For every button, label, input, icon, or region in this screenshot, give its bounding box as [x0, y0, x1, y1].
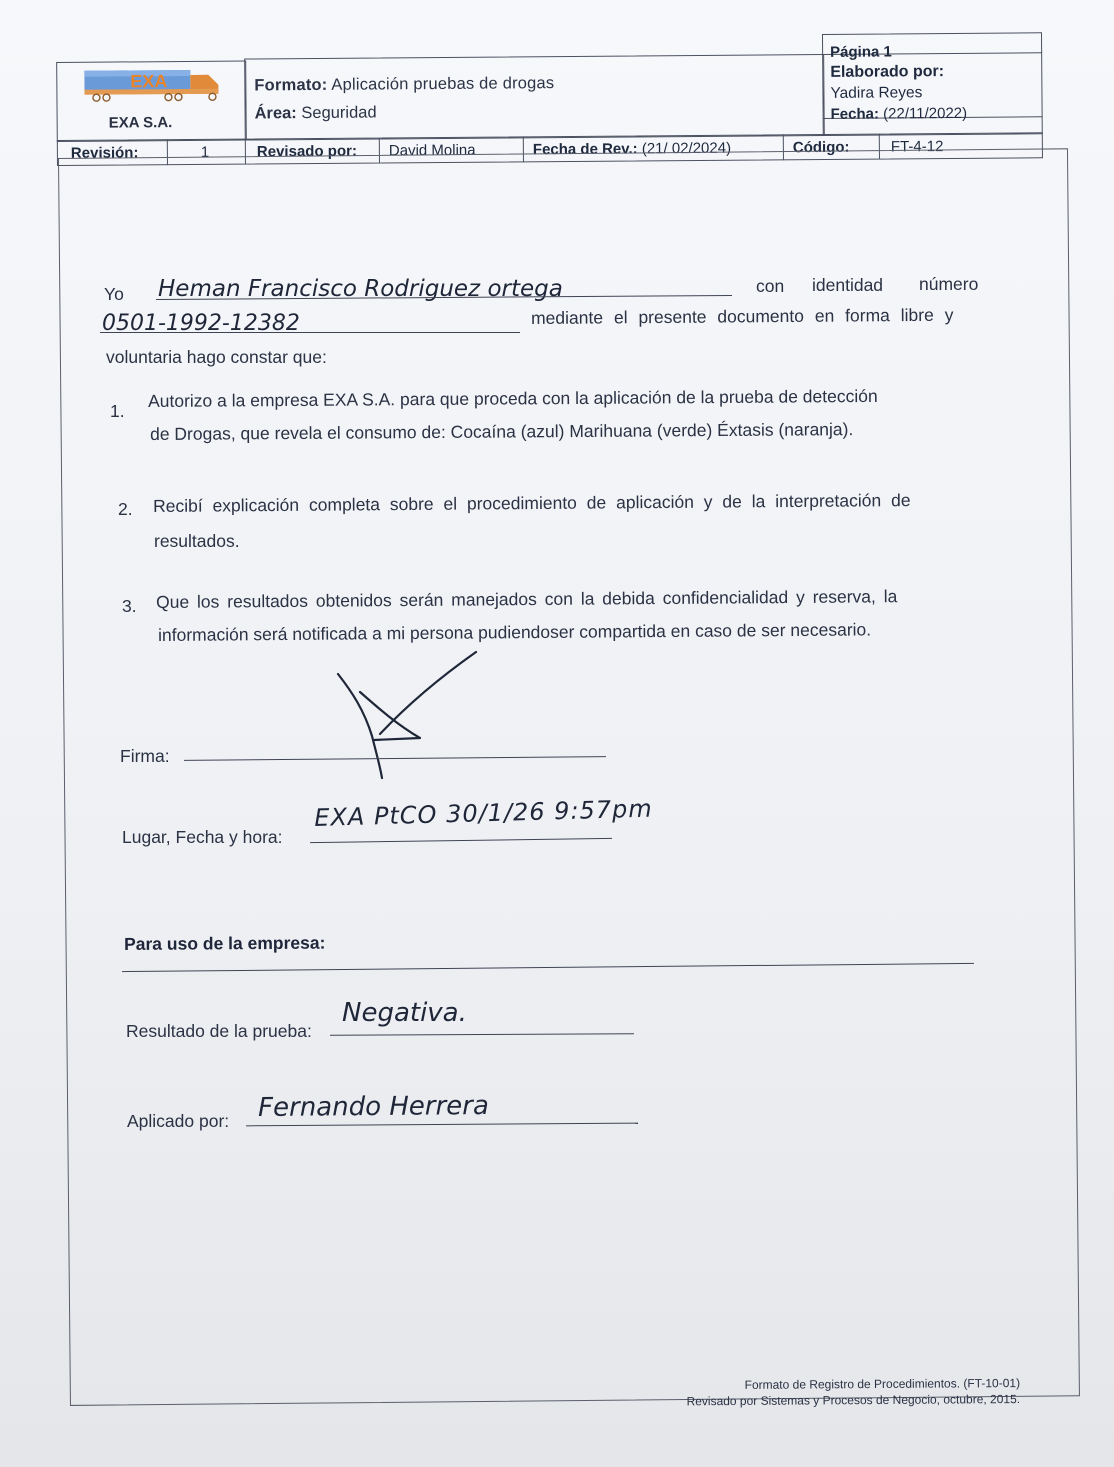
item-2-line-2: resultados.	[154, 531, 240, 551]
con-word: con	[756, 276, 785, 296]
company-use-heading: Para uso de la empresa:	[123, 932, 326, 954]
area-line: Área: Seguridad	[254, 103, 377, 123]
company-name: EXA S.A.	[108, 114, 173, 132]
identidad-word: identidad	[812, 275, 884, 295]
firma-label: Firma:	[120, 746, 170, 766]
format-line: Formato: Aplicación pruebas de drogas	[254, 74, 555, 95]
form-body-frame	[58, 148, 1080, 1406]
item-1-number: 1.	[110, 401, 125, 421]
lugar-label: Lugar, Fecha y hora:	[122, 827, 283, 847]
made-by-name: Yadira Reyes	[830, 84, 923, 102]
title-cell	[244, 54, 825, 141]
truck-logo-icon	[84, 67, 224, 108]
footer-line-2: Revisado por Sistemas y Procesos de Negocio, octubre, 2015.	[686, 1392, 1021, 1409]
logo-text: EXA	[130, 71, 168, 92]
place-date-time: EXA PtCO 30/1/26 9:57pm	[313, 794, 654, 832]
item-1-line-1: Autorizo a la empresa EXA S.A. para que proceda con la aplicación de la prueba de detección	[147, 385, 878, 411]
aplicado-label: Aplicado por:	[127, 1111, 230, 1131]
numero-word: número	[919, 274, 979, 294]
code-value: FT-4-12	[890, 138, 944, 156]
id-number: 0501-1992-12382	[102, 311, 300, 336]
made-by-label: Elaborado por:	[830, 63, 945, 81]
item-1-line-2: de Drogas, que revela el consumo de: Cocaína (azul) Marihuana (verde) Éxtasis (naranja).	[149, 419, 854, 444]
page-number: Página 1	[830, 43, 892, 61]
declarant-name: Heman Francisco Rodriguez ortega	[158, 276, 563, 302]
voluntaria-text: voluntaria hago constar que:	[106, 347, 327, 367]
item-3-line-2: información será notificada a mi persona pudiendoser compartida en caso de ser necesario.	[157, 619, 872, 645]
reviewed-by-value: David Molina	[388, 141, 476, 160]
revision-value: 1	[200, 143, 210, 161]
revision-label: Revisión:	[70, 144, 139, 162]
form-header	[56, 32, 1043, 166]
footer-line-1: Formato de Registro de Procedimientos. (FT-10-01)	[744, 1376, 1021, 1392]
revision-date: Fecha de Rev.: (21/ 02/2024)	[532, 139, 732, 159]
item-2-number: 2.	[118, 499, 133, 519]
test-result: Negativa.	[342, 998, 467, 1028]
handwritten-signature	[330, 648, 490, 784]
code-label: Código:	[792, 138, 850, 157]
applied-by-name: Fernando Herrera	[257, 1090, 489, 1123]
item-2-line-1: Recibí explicación completa sobre el procedimiento de aplicación y de la interpretación de	[152, 490, 911, 516]
mediante-text: mediante el presente documento en forma libre y	[530, 304, 954, 328]
reviewed-by-label: Revisado por:	[256, 142, 357, 161]
id-underline	[100, 332, 520, 333]
item-3-line-1: Que los resultados obtenidos serán manejados con la debida confidencialidad y reserva, la	[155, 586, 898, 612]
item-3-number: 3.	[122, 596, 137, 616]
creation-date: Fecha: (22/11/2022)	[830, 104, 968, 123]
yo-label: Yo	[104, 284, 124, 304]
resultado-label: Resultado de la prueba:	[126, 1021, 312, 1041]
